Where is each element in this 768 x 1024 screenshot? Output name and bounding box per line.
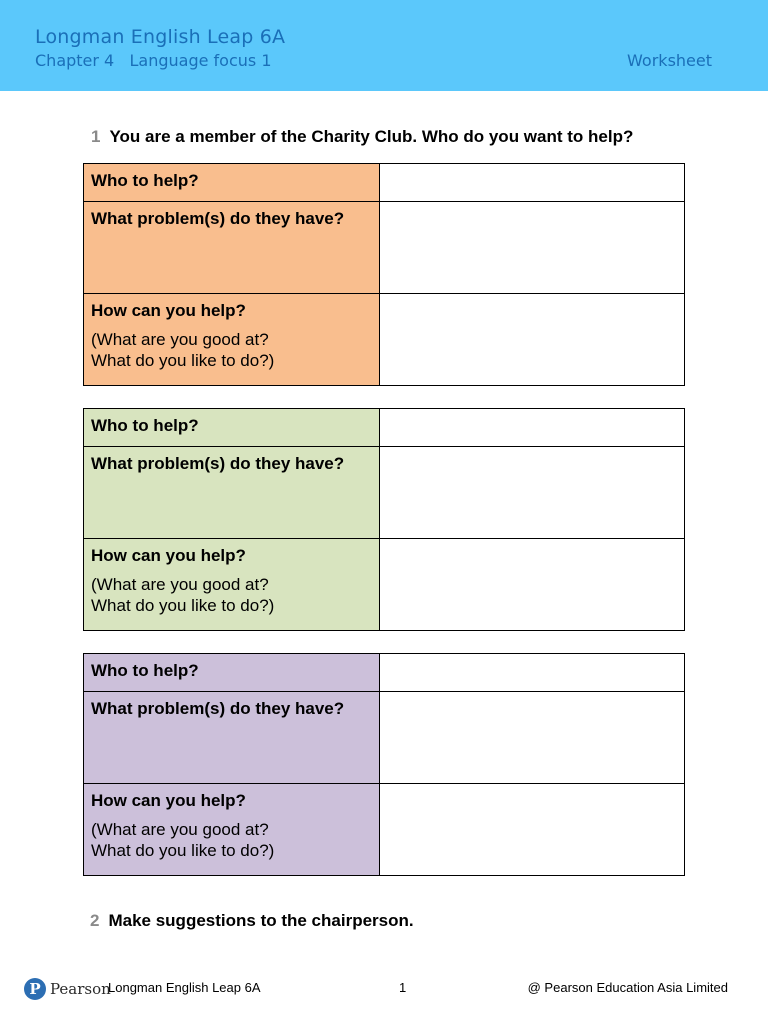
- how-hint: [91, 329, 373, 371]
- who-label: Who to help?: [91, 416, 199, 435]
- how-label: How can you help?: [91, 791, 246, 810]
- page-number: 1: [399, 980, 407, 995]
- how-hint-line-2: What do you like to do?): [91, 351, 275, 370]
- problem-label: What problem(s) do they have?: [91, 209, 345, 228]
- problem-label-cell: [84, 692, 380, 784]
- how-label: How can you help?: [91, 546, 246, 565]
- how-answer-field[interactable]: [380, 294, 685, 386]
- page-header: [0, 0, 768, 91]
- question-number: 2: [90, 911, 100, 930]
- copyright-notice: @ Pearson Education Asia Limited: [527, 980, 728, 995]
- pearson-logo-icon: P: [24, 978, 46, 1000]
- problem-answer-field[interactable]: [380, 692, 685, 784]
- how-label-cell: [84, 784, 380, 876]
- problem-label: What problem(s) do they have?: [91, 454, 345, 473]
- how-label: How can you help?: [91, 301, 246, 320]
- chapter-label: Chapter 4 Language focus 1: [35, 51, 272, 70]
- how-hint-line-1: (What are you good at?: [91, 820, 269, 839]
- how-hint-line-2: What do you like to do?): [91, 596, 275, 615]
- charity-table-3: [83, 653, 685, 876]
- how-hint-line-2: What do you like to do?): [91, 841, 275, 860]
- how-hint-line-1: (What are you good at?: [91, 330, 269, 349]
- who-label-cell: [84, 409, 380, 447]
- how-hint-line-1: (What are you good at?: [91, 575, 269, 594]
- charity-table-1: [83, 163, 685, 386]
- question-2: [90, 911, 414, 931]
- how-label-cell: [84, 294, 380, 386]
- how-label-cell: [84, 539, 380, 631]
- who-answer-field[interactable]: [380, 164, 685, 202]
- pearson-wordmark: Pearson: [50, 980, 111, 998]
- question-1: [91, 127, 633, 147]
- how-hint: [91, 574, 373, 616]
- problem-label-cell: [84, 202, 380, 294]
- problem-answer-field[interactable]: [380, 447, 685, 539]
- problem-label-cell: [84, 447, 380, 539]
- book-title: Longman English Leap 6A: [35, 26, 286, 48]
- who-label: Who to help?: [91, 171, 199, 190]
- who-answer-field[interactable]: [380, 409, 685, 447]
- who-label-cell: [84, 164, 380, 202]
- problem-label: What problem(s) do they have?: [91, 699, 345, 718]
- question-text: Make suggestions to the chairperson.: [108, 911, 414, 930]
- question-number: 1: [91, 127, 101, 146]
- problem-answer-field[interactable]: [380, 202, 685, 294]
- how-hint: [91, 819, 373, 861]
- charity-table-2: [83, 408, 685, 631]
- worksheet-label: Worksheet: [627, 51, 712, 70]
- footer-book-title: Longman English Leap 6A: [108, 980, 261, 995]
- who-label: Who to help?: [91, 661, 199, 680]
- how-answer-field[interactable]: [380, 539, 685, 631]
- who-answer-field[interactable]: [380, 654, 685, 692]
- question-text: You are a member of the Charity Club. Who do you want to help?: [109, 127, 634, 146]
- who-label-cell: [84, 654, 380, 692]
- how-answer-field[interactable]: [380, 784, 685, 876]
- page-footer: [0, 978, 768, 1002]
